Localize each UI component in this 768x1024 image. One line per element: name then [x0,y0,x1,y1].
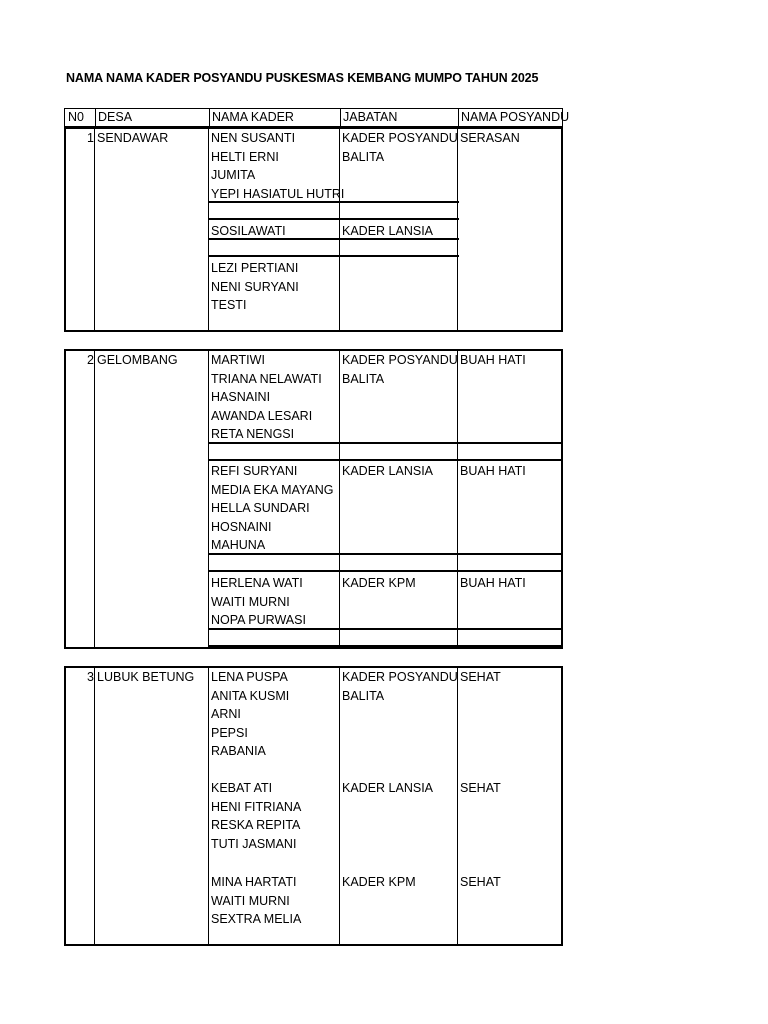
header-jabatan: JABATAN [343,110,398,124]
position-text: BALITA [342,371,385,386]
cadre-name: ARNI [211,707,241,722]
cadre-name: SEXTRA MELIA [211,912,302,927]
cadre-name: KEBAT ATI [211,781,273,795]
cadre-name: NENI SURYANI [211,279,299,294]
cadre-name: NEN SUSANTI [211,131,296,145]
cadre-name: YEPI HASIATUL HUTRI [211,186,345,201]
header-desa: DESA [98,110,133,124]
row-number: 1 [87,131,94,145]
cadre-name: AWANDA LESARI [211,408,313,423]
cadre-name: TUTI JASMANI [211,836,297,851]
position-text: KADER LANSIA [342,781,434,795]
cadre-name: HOSNAINI [211,519,272,534]
village-table-gelombang [64,349,563,649]
position-text: KADER LANSIA [342,464,434,478]
cadre-name: WAITI MURNI [211,893,290,908]
cadre-name: LENA PUSPA [211,670,288,684]
posyandu-name: SERASAN [460,131,520,145]
position-text: KADER KPM [342,576,416,590]
posyandu-name: SEHAT [460,781,501,795]
cadre-name: NOPA PURWASI [211,613,306,628]
posyandu-name: SEHAT [460,875,501,889]
header-nama-posyandu: NAMA POSYANDU [461,110,570,124]
cadre-name: MINA HARTATI [211,875,297,889]
cadre-name: SOSILAWATI [211,224,286,238]
position-text: KADER POSYANDU [342,670,458,684]
header-no: N0 [68,110,84,124]
cadre-name: TESTI [211,298,247,313]
position-text: KADER POSYANDU [342,353,458,367]
document-title: NAMA NAMA KADER POSYANDU PUSKESMAS KEMBANG MUMPO TAHUN 2025 [66,71,539,85]
cadre-name: HERLENA WATI [211,576,303,590]
posyandu-name: BUAH HATI [460,353,526,367]
position-text: BALITA [342,688,385,703]
row-number: 3 [87,670,94,684]
village-name: SENDAWAR [97,131,169,145]
cadre-name: JUMITA [211,168,256,183]
cadre-name: RABANIA [211,744,266,759]
table-header [64,108,570,127]
position-text: KADER LANSIA [342,224,434,238]
posyandu-name: SEHAT [460,670,501,684]
cadre-name: LEZI PERTIANI [211,261,299,275]
row-number: 2 [87,353,94,367]
cadre-name: HASNAINI [211,390,271,405]
position-text: KADER KPM [342,875,416,889]
cadre-name: REFI SURYANI [211,464,298,478]
cadre-name: MARTIWI [211,353,265,367]
posyandu-name: BUAH HATI [460,464,526,478]
village-name: LUBUK BETUNG [97,670,195,684]
village-name: GELOMBANG [97,353,178,367]
cadre-name: RETA NENGSI [211,427,295,442]
cadre-name: MEDIA EKA MAYANG [211,482,334,497]
posyandu-name: BUAH HATI [460,576,526,590]
cadre-name: MAHUNA [211,538,266,553]
cadre-name: TRIANA NELAWATI [211,371,322,386]
cadre-name: ANITA KUSMI [211,688,290,703]
cadre-name: WAITI MURNI [211,594,290,609]
cadre-name: RESKA REPITA [211,818,301,833]
position-text: BALITA [342,149,385,164]
cadre-name: HELTI ERNI [211,149,279,164]
position-text: KADER POSYANDU [342,131,458,145]
village-table-sendawar [64,127,563,332]
cadre-name: HELLA SUNDARI [211,501,310,516]
cadre-name: HENI FITRIANA [211,799,302,814]
village-table-lubuk-betung [64,666,563,946]
header-nama-kader: NAMA KADER [212,110,294,124]
cadre-name: PEPSI [211,725,248,740]
